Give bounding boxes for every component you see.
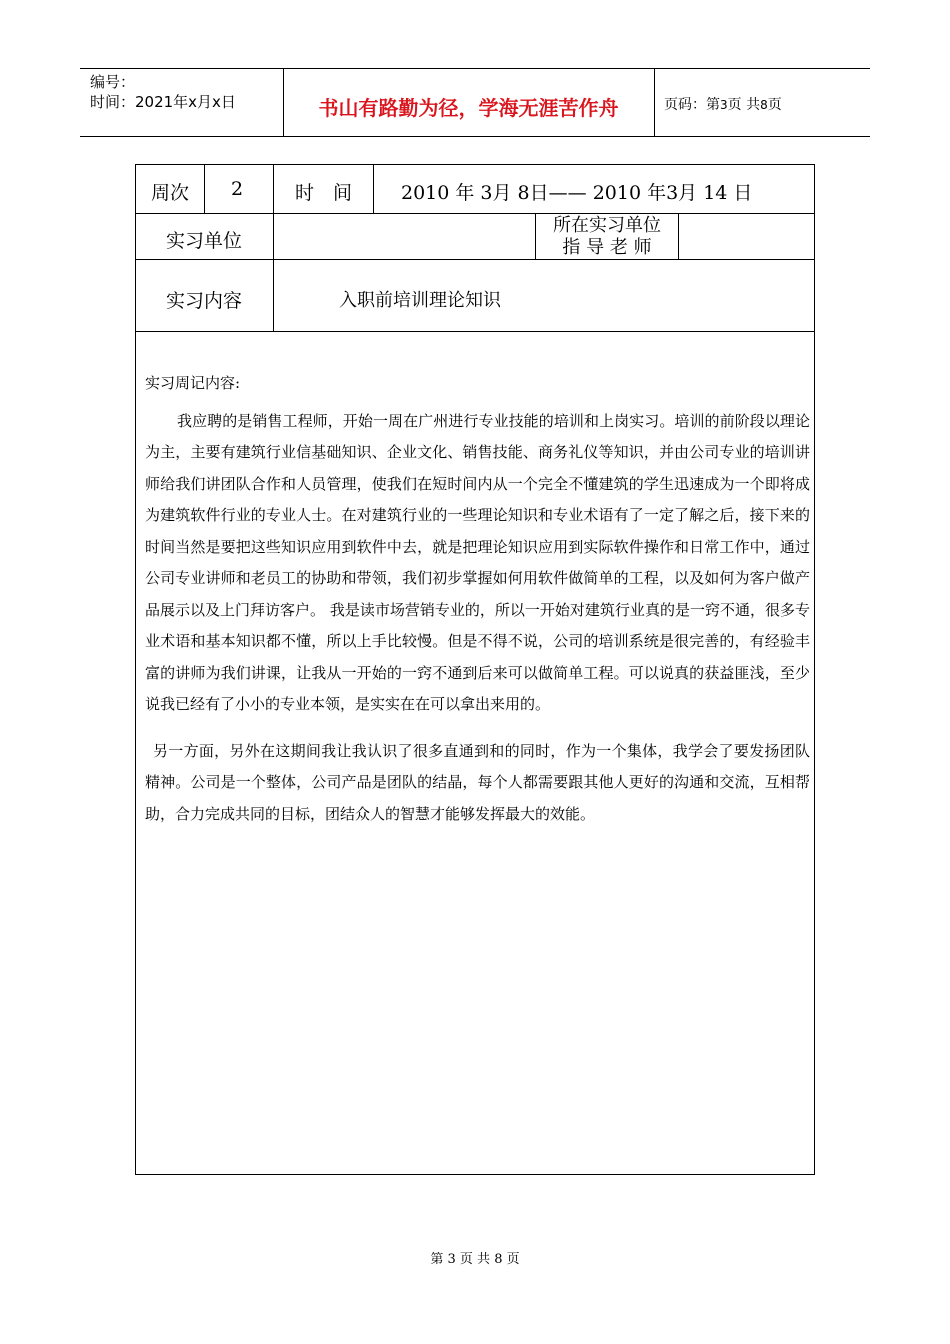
page-indicator bbox=[664, 94, 782, 114]
journal-label: 实习周记内容: bbox=[145, 374, 241, 392]
header-meta bbox=[90, 72, 236, 112]
col-divider bbox=[373, 165, 374, 213]
page-middle: 页 共 bbox=[727, 97, 761, 113]
col-divider bbox=[204, 165, 205, 213]
week-label: 周次 bbox=[151, 182, 190, 204]
page-prefix: 页码：第 bbox=[664, 97, 720, 113]
week-value: 2 bbox=[231, 178, 244, 200]
unit-advisor-label-line1: 所在实习单位 bbox=[553, 215, 661, 236]
page-suffix: 页 bbox=[767, 97, 782, 113]
header-bottom-rule bbox=[80, 136, 870, 137]
internship-content-value: 入职前培训理论知识 bbox=[339, 290, 501, 311]
row-divider bbox=[136, 331, 814, 332]
date-range: 2010 年 3月 8日—— 2010 年3月 14 日 bbox=[401, 182, 753, 204]
header-divider bbox=[654, 68, 655, 136]
header-top-rule bbox=[80, 68, 870, 69]
date-label: 时间：2021年x月x日 bbox=[90, 93, 236, 111]
weekly-journal bbox=[145, 368, 810, 830]
col-divider bbox=[273, 165, 274, 331]
row-divider bbox=[136, 259, 814, 260]
page-total: 8 bbox=[760, 98, 768, 112]
motto: 书山有路勤为径，学海无涯苦作舟 bbox=[318, 96, 619, 120]
row-divider bbox=[136, 213, 814, 214]
code-label: 编号： bbox=[90, 73, 136, 91]
internship-unit-label: 实习单位 bbox=[166, 230, 243, 252]
unit-advisor-label bbox=[536, 215, 678, 259]
internship-content-label: 实习内容 bbox=[166, 290, 243, 312]
journal-paragraph: 另一方面，另外在这期间我让我认识了很多直通到和的同时，作为一个集体，我学会了要发扬团队精神。公司是一个整体，公司产品是团队的结晶，每个人都需要跟其他人更好的沟通和交流，互相帮助，合力完成共同的目标，团结众人的智慧才能够发挥最大的效能。 bbox=[145, 741, 810, 823]
time-label: 时 间 bbox=[295, 182, 353, 204]
page-current: 3 bbox=[720, 98, 728, 112]
unit-advisor-label-line2: 指 导 老 师 bbox=[562, 237, 652, 258]
journal-paragraph: 我应聘的是销售工程师，开始一周在广州进行专业技能的培训和上岗实习。培训的前阶段以理论为主，主要有建筑行业信基础知识、企业文化、销售技能、商务礼仪等知识，并由公司专业的培训讲师给我们讲团队合作和人员管理，使我们在短时间内从一个完全不懂建筑的学生迅速成为一个即将成为建筑软件行业的专业人士。在对建筑行业的一些理论知识和专业术语有了一定了解之后，接下来的时间当然是要把这些知识应用到软件中去，就是把理论知识应用到实际软件操作和日常工作中，通过公司专业讲师和老员工的协助和带领，我们初步掌握如何用软件做简单的工程，以及如何为客户做产品展示以及上门拜访客户。 我是读市场营销专业的，所以一开始对建筑行业真的是一窍不通，很多专业术语和基本知识都不懂，所以上手比较慢。但是不得不说，公司的培训系统是很完善的，有经验丰富的讲师为我们讲课，让我从一开始的一窍不通到后来可以做简单工程。可以说真的获益匪浅，至少说我已经有了小小的专业本领，是实实在在可以拿出来用的。 bbox=[145, 411, 810, 713]
page-footer: 第 3 页 共 8 页 bbox=[430, 1252, 520, 1267]
col-divider bbox=[678, 213, 679, 259]
